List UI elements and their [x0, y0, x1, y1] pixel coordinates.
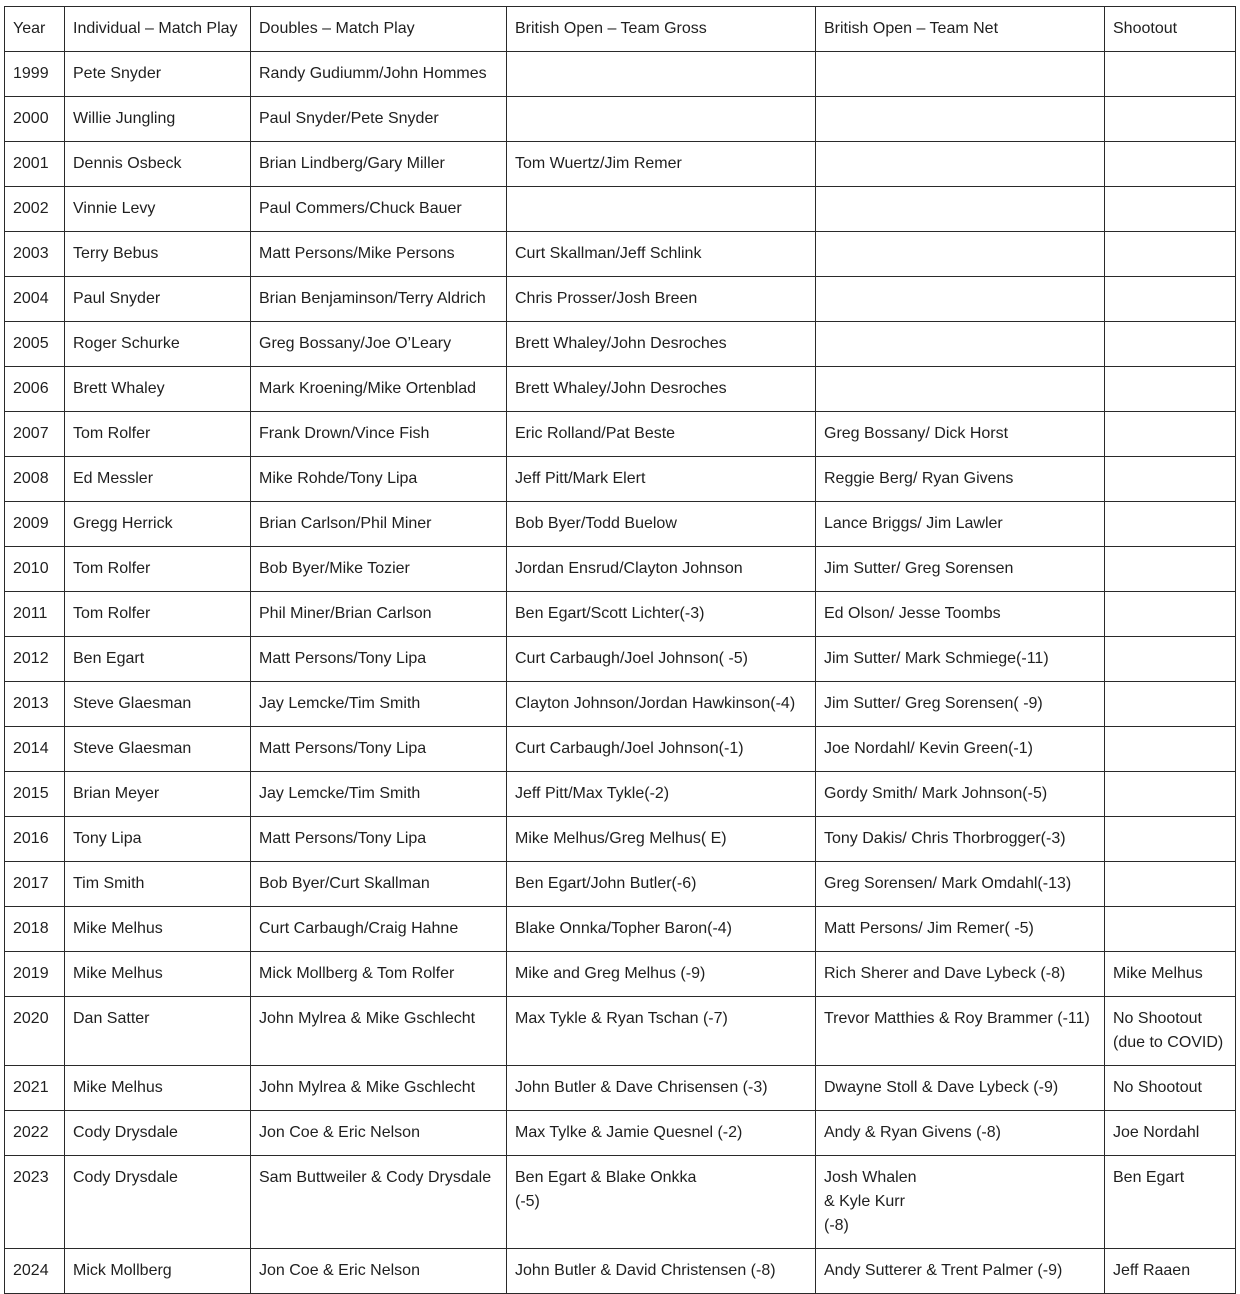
year-cell: 2010: [5, 547, 65, 592]
individual-match-play-cell: Paul Snyder: [65, 277, 251, 322]
team-gross-cell: [507, 97, 816, 142]
individual-match-play-cell: Tom Rolfer: [65, 412, 251, 457]
table-row: [5, 322, 1236, 367]
doubles-match-play-cell: Matt Persons/Tony Lipa: [251, 817, 507, 862]
shootout-cell: No Shootout: [1105, 1066, 1236, 1111]
individual-match-play-cell: Terry Bebus: [65, 232, 251, 277]
table-row: [5, 1066, 1236, 1111]
doubles-match-play-cell: Paul Snyder/Pete Snyder: [251, 97, 507, 142]
year-cell: 2000: [5, 97, 65, 142]
team-gross-cell: Jeff Pitt/Mark Elert: [507, 457, 816, 502]
team-net-cell: [816, 187, 1105, 232]
year-cell: 2013: [5, 682, 65, 727]
team-net-cell: Dwayne Stoll & Dave Lybeck (-9): [816, 1066, 1105, 1111]
year-cell: 2019: [5, 952, 65, 997]
doubles-match-play-cell: Matt Persons/Tony Lipa: [251, 727, 507, 772]
doubles-match-play-cell: Mick Mollberg & Tom Rolfer: [251, 952, 507, 997]
individual-match-play-cell: Steve Glaesman: [65, 727, 251, 772]
year-cell: 2012: [5, 637, 65, 682]
individual-match-play-cell: Dennis Osbeck: [65, 142, 251, 187]
year-cell: 2008: [5, 457, 65, 502]
header-row: [5, 7, 1236, 52]
doubles-match-play-cell: Brian Carlson/Phil Miner: [251, 502, 507, 547]
individual-match-play-cell: Gregg Herrick: [65, 502, 251, 547]
individual-match-play-cell: Brett Whaley: [65, 367, 251, 412]
doubles-match-play-cell: Randy Gudiumm/John Hommes: [251, 52, 507, 97]
team-gross-cell: Brett Whaley/John Desroches: [507, 322, 816, 367]
header-cell-individual-match-play: Individual – Match Play: [65, 7, 251, 52]
team-net-cell: [816, 322, 1105, 367]
table-row: [5, 187, 1236, 232]
table-row: [5, 277, 1236, 322]
table-row: [5, 232, 1236, 277]
team-gross-cell: John Butler & David Christensen (-8): [507, 1249, 816, 1294]
individual-match-play-cell: Willie Jungling: [65, 97, 251, 142]
team-net-cell: Rich Sherer and Dave Lybeck (-8): [816, 952, 1105, 997]
shootout-cell: Jeff Raaen: [1105, 1249, 1236, 1294]
shootout-cell: [1105, 682, 1236, 727]
table-row: [5, 907, 1236, 952]
shootout-cell: Joe Nordahl: [1105, 1111, 1236, 1156]
doubles-match-play-cell: Greg Bossany/Joe O’Leary: [251, 322, 507, 367]
year-cell: 2017: [5, 862, 65, 907]
table-row: [5, 862, 1236, 907]
doubles-match-play-cell: John Mylrea & Mike Gschlecht: [251, 997, 507, 1066]
doubles-match-play-cell: Jay Lemcke/Tim Smith: [251, 682, 507, 727]
doubles-match-play-cell: Mike Rohde/Tony Lipa: [251, 457, 507, 502]
year-cell: 2023: [5, 1156, 65, 1249]
team-net-cell: Ed Olson/ Jesse Toombs: [816, 592, 1105, 637]
doubles-match-play-cell: Jon Coe & Eric Nelson: [251, 1249, 507, 1294]
shootout-cell: [1105, 322, 1236, 367]
header-cell-doubles-match-play: Doubles – Match Play: [251, 7, 507, 52]
header-cell-shootout: Shootout: [1105, 7, 1236, 52]
year-cell: 2018: [5, 907, 65, 952]
doubles-match-play-cell: Bob Byer/Curt Skallman: [251, 862, 507, 907]
team-gross-cell: Mike Melhus/Greg Melhus( E): [507, 817, 816, 862]
individual-match-play-cell: Cody Drysdale: [65, 1156, 251, 1249]
team-gross-cell: Brett Whaley/John Desroches: [507, 367, 816, 412]
team-gross-cell: Curt Carbaugh/Joel Johnson( -5): [507, 637, 816, 682]
team-gross-cell: John Butler & Dave Chrisensen (-3): [507, 1066, 816, 1111]
doubles-match-play-cell: Bob Byer/Mike Tozier: [251, 547, 507, 592]
doubles-match-play-cell: Jon Coe & Eric Nelson: [251, 1111, 507, 1156]
year-cell: 2007: [5, 412, 65, 457]
individual-match-play-cell: Steve Glaesman: [65, 682, 251, 727]
team-gross-cell: Max Tykle & Ryan Tschan (-7): [507, 997, 816, 1066]
table-row: [5, 952, 1236, 997]
winners-table: [4, 6, 1236, 1294]
shootout-cell: [1105, 187, 1236, 232]
year-cell: 2014: [5, 727, 65, 772]
header-cell-british-open-team-net: British Open – Team Net: [816, 7, 1105, 52]
shootout-cell: [1105, 907, 1236, 952]
shootout-cell: [1105, 232, 1236, 277]
team-net-cell: Trevor Matthies & Roy Brammer (-11): [816, 997, 1105, 1066]
team-net-cell: Gordy Smith/ Mark Johnson(-5): [816, 772, 1105, 817]
shootout-cell: [1105, 412, 1236, 457]
individual-match-play-cell: Mike Melhus: [65, 952, 251, 997]
team-net-cell: Tony Dakis/ Chris Thorbrogger(-3): [816, 817, 1105, 862]
table-row: [5, 592, 1236, 637]
individual-match-play-cell: Tom Rolfer: [65, 592, 251, 637]
shootout-cell: [1105, 727, 1236, 772]
table-row: [5, 142, 1236, 187]
table-row: [5, 1156, 1236, 1249]
table-row: [5, 547, 1236, 592]
shootout-cell: [1105, 277, 1236, 322]
individual-match-play-cell: Ed Messler: [65, 457, 251, 502]
shootout-cell: [1105, 367, 1236, 412]
individual-match-play-cell: Tom Rolfer: [65, 547, 251, 592]
table-row: [5, 817, 1236, 862]
individual-match-play-cell: Roger Schurke: [65, 322, 251, 367]
header-cell-british-open-team-gross: British Open – Team Gross: [507, 7, 816, 52]
team-net-cell: Jim Sutter/ Mark Schmiege(-11): [816, 637, 1105, 682]
doubles-match-play-cell: Brian Benjaminson/Terry Aldrich: [251, 277, 507, 322]
table-row: [5, 1111, 1236, 1156]
team-gross-cell: Ben Egart/Scott Lichter(-3): [507, 592, 816, 637]
doubles-match-play-cell: Sam Buttweiler & Cody Drysdale: [251, 1156, 507, 1249]
team-net-cell: Lance Briggs/ Jim Lawler: [816, 502, 1105, 547]
team-gross-cell: Ben Egart & Blake Onkka (-5): [507, 1156, 816, 1249]
team-net-cell: Jim Sutter/ Greg Sorensen( -9): [816, 682, 1105, 727]
team-gross-cell: Curt Skallman/Jeff Schlink: [507, 232, 816, 277]
year-cell: 1999: [5, 52, 65, 97]
table-row: [5, 52, 1236, 97]
team-net-cell: Andy Sutterer & Trent Palmer (-9): [816, 1249, 1105, 1294]
table-row: [5, 772, 1236, 817]
shootout-cell: [1105, 862, 1236, 907]
table-row: [5, 682, 1236, 727]
team-gross-cell: Jordan Ensrud/Clayton Johnson: [507, 547, 816, 592]
doubles-match-play-cell: Mark Kroening/Mike Ortenblad: [251, 367, 507, 412]
year-cell: 2003: [5, 232, 65, 277]
shootout-cell: [1105, 142, 1236, 187]
shootout-cell: [1105, 502, 1236, 547]
individual-match-play-cell: Tim Smith: [65, 862, 251, 907]
year-cell: 2004: [5, 277, 65, 322]
shootout-cell: [1105, 637, 1236, 682]
team-gross-cell: Mike and Greg Melhus (-9): [507, 952, 816, 997]
individual-match-play-cell: Pete Snyder: [65, 52, 251, 97]
doubles-match-play-cell: Frank Drown/Vince Fish: [251, 412, 507, 457]
table-row: [5, 502, 1236, 547]
year-cell: 2020: [5, 997, 65, 1066]
team-net-cell: [816, 97, 1105, 142]
team-net-cell: Andy & Ryan Givens (-8): [816, 1111, 1105, 1156]
table-row: [5, 457, 1236, 502]
individual-match-play-cell: Dan Satter: [65, 997, 251, 1066]
doubles-match-play-cell: Paul Commers/Chuck Bauer: [251, 187, 507, 232]
team-net-cell: Joe Nordahl/ Kevin Green(-1): [816, 727, 1105, 772]
doubles-match-play-cell: John Mylrea & Mike Gschlecht: [251, 1066, 507, 1111]
year-cell: 2006: [5, 367, 65, 412]
team-gross-cell: Tom Wuertz/Jim Remer: [507, 142, 816, 187]
year-cell: 2015: [5, 772, 65, 817]
shootout-cell: Ben Egart: [1105, 1156, 1236, 1249]
individual-match-play-cell: Mike Melhus: [65, 1066, 251, 1111]
team-net-cell: [816, 52, 1105, 97]
team-gross-cell: Eric Rolland/Pat Beste: [507, 412, 816, 457]
doubles-match-play-cell: Matt Persons/Mike Persons: [251, 232, 507, 277]
doubles-match-play-cell: Phil Miner/Brian Carlson: [251, 592, 507, 637]
header-cell-year: Year: [5, 7, 65, 52]
team-net-cell: Josh Whalen & Kyle Kurr (-8): [816, 1156, 1105, 1249]
shootout-cell: [1105, 97, 1236, 142]
doubles-match-play-cell: Curt Carbaugh/Craig Hahne: [251, 907, 507, 952]
table-row: [5, 367, 1236, 412]
year-cell: 2002: [5, 187, 65, 232]
shootout-cell: No Shootout (due to COVID): [1105, 997, 1236, 1066]
year-cell: 2005: [5, 322, 65, 367]
shootout-cell: [1105, 52, 1236, 97]
year-cell: 2022: [5, 1111, 65, 1156]
team-gross-cell: [507, 187, 816, 232]
team-net-cell: Matt Persons/ Jim Remer( -5): [816, 907, 1105, 952]
shootout-cell: [1105, 817, 1236, 862]
shootout-cell: [1105, 592, 1236, 637]
team-gross-cell: Ben Egart/John Butler(-6): [507, 862, 816, 907]
team-net-cell: Reggie Berg/ Ryan Givens: [816, 457, 1105, 502]
individual-match-play-cell: Brian Meyer: [65, 772, 251, 817]
shootout-cell: [1105, 547, 1236, 592]
team-net-cell: Greg Bossany/ Dick Horst: [816, 412, 1105, 457]
doubles-match-play-cell: Brian Lindberg/Gary Miller: [251, 142, 507, 187]
team-gross-cell: Curt Carbaugh/Joel Johnson(-1): [507, 727, 816, 772]
team-net-cell: [816, 367, 1105, 412]
doubles-match-play-cell: Matt Persons/Tony Lipa: [251, 637, 507, 682]
table-row: [5, 637, 1236, 682]
individual-match-play-cell: Tony Lipa: [65, 817, 251, 862]
table-row: [5, 997, 1236, 1066]
year-cell: 2009: [5, 502, 65, 547]
table-row: [5, 97, 1236, 142]
shootout-cell: Mike Melhus: [1105, 952, 1236, 997]
doubles-match-play-cell: Jay Lemcke/Tim Smith: [251, 772, 507, 817]
year-cell: 2024: [5, 1249, 65, 1294]
team-gross-cell: Chris Prosser/Josh Breen: [507, 277, 816, 322]
team-gross-cell: [507, 52, 816, 97]
team-net-cell: [816, 142, 1105, 187]
team-net-cell: [816, 232, 1105, 277]
team-gross-cell: Clayton Johnson/Jordan Hawkinson(-4): [507, 682, 816, 727]
year-cell: 2016: [5, 817, 65, 862]
individual-match-play-cell: Mick Mollberg: [65, 1249, 251, 1294]
year-cell: 2021: [5, 1066, 65, 1111]
table-row: [5, 1249, 1236, 1294]
individual-match-play-cell: Vinnie Levy: [65, 187, 251, 232]
shootout-cell: [1105, 772, 1236, 817]
team-gross-cell: Bob Byer/Todd Buelow: [507, 502, 816, 547]
year-cell: 2011: [5, 592, 65, 637]
team-net-cell: Greg Sorensen/ Mark Omdahl(-13): [816, 862, 1105, 907]
shootout-cell: [1105, 457, 1236, 502]
individual-match-play-cell: Mike Melhus: [65, 907, 251, 952]
table-row: [5, 412, 1236, 457]
year-cell: 2001: [5, 142, 65, 187]
table-row: [5, 727, 1236, 772]
team-net-cell: Jim Sutter/ Greg Sorensen: [816, 547, 1105, 592]
individual-match-play-cell: Ben Egart: [65, 637, 251, 682]
team-gross-cell: Max Tylke & Jamie Quesnel (-2): [507, 1111, 816, 1156]
team-net-cell: [816, 277, 1105, 322]
individual-match-play-cell: Cody Drysdale: [65, 1111, 251, 1156]
team-gross-cell: Jeff Pitt/Max Tykle(-2): [507, 772, 816, 817]
team-gross-cell: Blake Onnka/Topher Baron(-4): [507, 907, 816, 952]
table-body: [5, 52, 1236, 1294]
